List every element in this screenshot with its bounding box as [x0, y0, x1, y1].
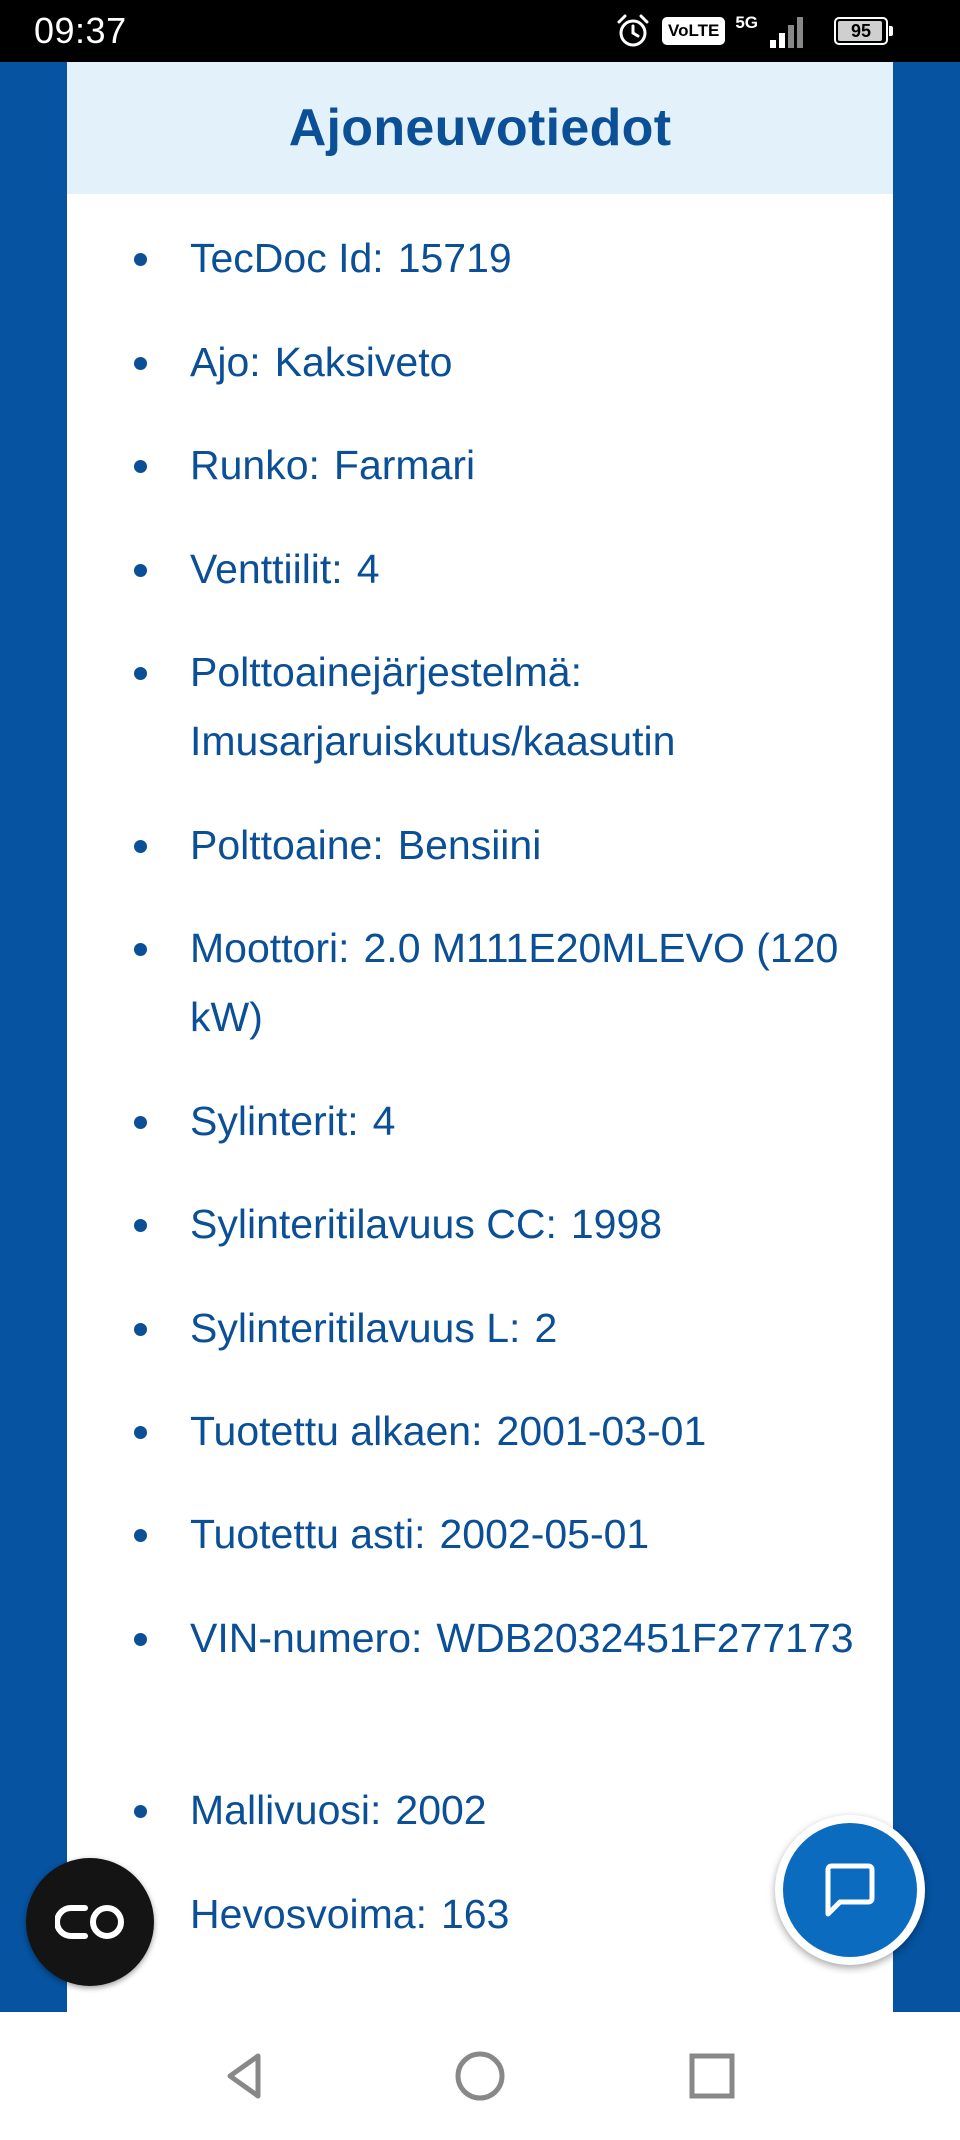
- detail-label: Sylinteritilavuus CC:: [190, 1201, 557, 1247]
- detail-label: Sylinterit:: [190, 1098, 359, 1144]
- detail-label: Mallivuosi:: [190, 1787, 382, 1833]
- list-item: [67, 1604, 893, 1673]
- list-item: [67, 431, 893, 500]
- detail-value: 2002: [395, 1787, 487, 1833]
- detail-value: 2.0 M111E20MLEVO (120 kW): [190, 925, 839, 1040]
- detail-label: Venttiilit:: [190, 546, 343, 592]
- signal-icon: [768, 14, 806, 48]
- detail-label: Ajo:: [190, 339, 261, 385]
- list-item: [67, 914, 893, 1052]
- detail-label: Runko:: [190, 442, 320, 488]
- vehicle-details-card: [67, 62, 893, 2012]
- list-item: [67, 535, 893, 604]
- detail-value: 2001-03-01: [496, 1408, 707, 1454]
- detail-label: TecDoc Id:: [190, 235, 384, 281]
- detail-label: Sylinteritilavuus L:: [190, 1305, 521, 1351]
- list-item: [67, 1294, 893, 1363]
- list-item: [67, 1880, 893, 1949]
- chat-button[interactable]: [775, 1815, 925, 1965]
- list-item: [67, 328, 893, 397]
- card-header: [67, 62, 893, 194]
- status-bar: [0, 0, 960, 62]
- chat-icon: [818, 1858, 882, 1922]
- bullet-icon: [134, 1116, 147, 1129]
- list-item: [67, 1397, 893, 1466]
- detail-label: Tuotettu alkaen:: [190, 1408, 483, 1454]
- battery-level: 95: [850, 21, 872, 41]
- recents-icon[interactable]: [684, 2048, 740, 2104]
- detail-value: 4: [372, 1098, 396, 1144]
- detail-value: 1998: [570, 1201, 663, 1247]
- battery-icon: [834, 17, 888, 45]
- alarm-icon: [614, 12, 652, 50]
- bullet-icon: [134, 667, 147, 680]
- detail-value: 2002-05-01: [439, 1511, 650, 1557]
- loop-icon: [55, 1902, 125, 1942]
- bullet-icon: [134, 1323, 147, 1336]
- bullet-icon: [134, 840, 147, 853]
- bullet-icon: [134, 253, 147, 266]
- back-icon[interactable]: [218, 2048, 274, 2104]
- bullet-icon: [134, 1633, 147, 1646]
- volte-icon: VoLTE: [662, 17, 725, 45]
- 5g-icon: 5G: [735, 13, 758, 32]
- bullet-icon: [134, 564, 147, 577]
- detail-label: Polttoainejärjestelmä:: [190, 649, 582, 695]
- bullet-icon: [134, 460, 147, 473]
- list-item: [67, 811, 893, 880]
- list-item: [67, 1776, 893, 1845]
- detail-value: WDB2032451F277173: [436, 1615, 854, 1661]
- bullet-icon: [134, 357, 147, 370]
- list-item: [67, 638, 893, 776]
- navigation-bar: [0, 2012, 960, 2140]
- loop-button[interactable]: [26, 1858, 154, 1986]
- bullet-icon: [134, 943, 147, 956]
- detail-value: 15719: [397, 235, 512, 281]
- detail-value: Imusarjaruiskutus/kaasutin: [190, 718, 676, 764]
- bullet-icon: [134, 1805, 147, 1818]
- detail-label: Tuotettu asti:: [190, 1511, 426, 1557]
- status-time: 09:37: [34, 10, 127, 51]
- detail-value: Farmari: [333, 442, 476, 488]
- list-item: [67, 1500, 893, 1569]
- detail-value: Kaksiveto: [274, 339, 453, 385]
- page-title: Ajoneuvotiedot: [288, 99, 672, 157]
- bullet-icon: [134, 1529, 147, 1542]
- home-icon[interactable]: [452, 2048, 508, 2104]
- detail-label: Polttoaine:: [190, 822, 384, 868]
- detail-label: Moottori:: [190, 925, 350, 971]
- list-item: [67, 1087, 893, 1156]
- detail-label: VIN-numero:: [190, 1615, 423, 1661]
- detail-label: Hevosvoima:: [190, 1891, 427, 1937]
- detail-value: 4: [356, 546, 380, 592]
- bullet-icon: [134, 1219, 147, 1232]
- detail-value: 163: [440, 1891, 510, 1937]
- list-item: [67, 224, 893, 293]
- detail-value: 2: [534, 1305, 558, 1351]
- bullet-icon: [134, 1426, 147, 1439]
- detail-value: Bensiini: [397, 822, 542, 868]
- status-icons: [614, 10, 888, 52]
- list-item: [67, 1190, 893, 1259]
